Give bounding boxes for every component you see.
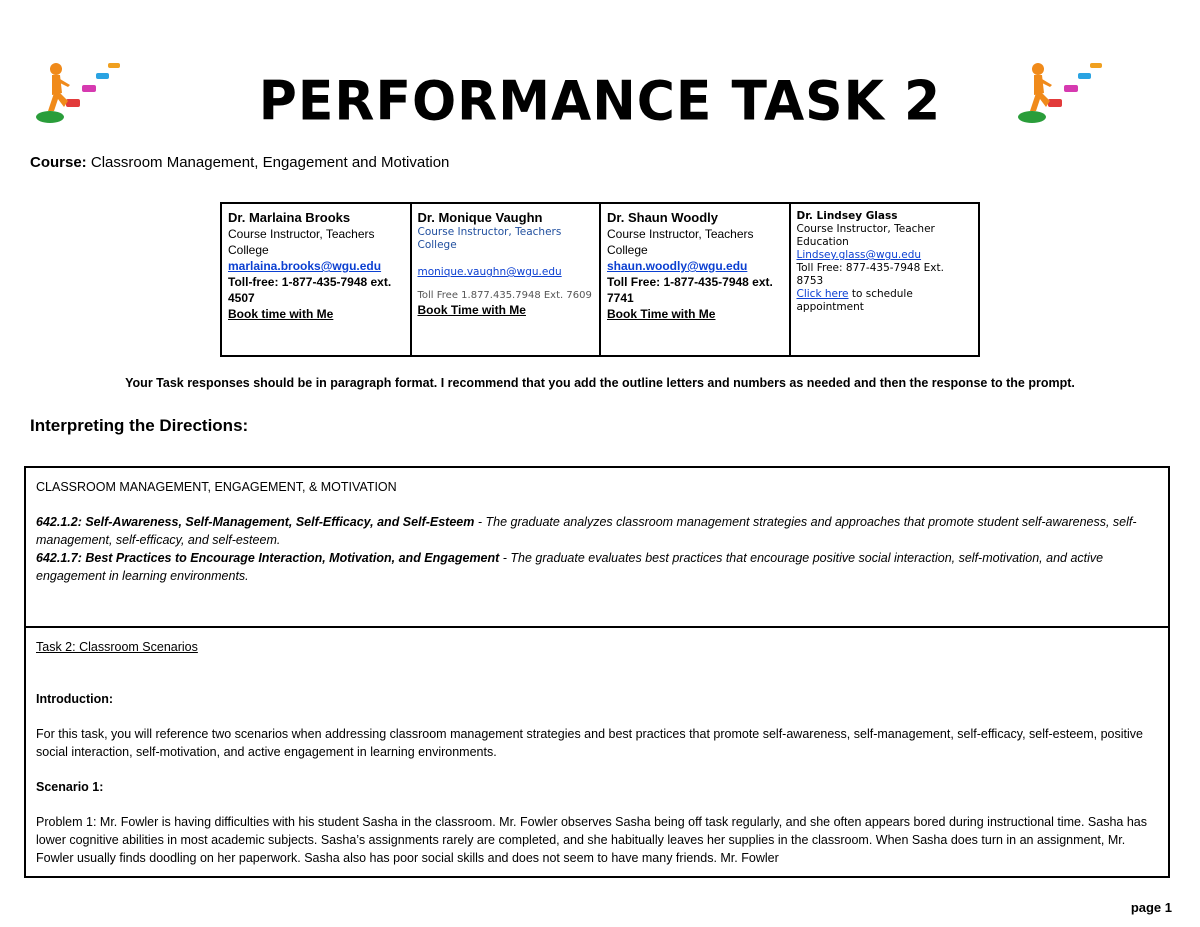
- click-here-link[interactable]: Click here: [796, 288, 849, 300]
- instructor-phone: Toll Free: 877-435-7948 Ext. 8753: [796, 262, 944, 287]
- competencies-heading: CLASSROOM MANAGEMENT, ENGAGEMENT, & MOTIVATION: [36, 480, 397, 494]
- schedule-text: to schedule appointment: [796, 288, 913, 313]
- intro-label: Introduction:: [36, 692, 114, 706]
- instructor-cell: [600, 203, 790, 356]
- instructor-role: Course Instructor, Teachers College: [417, 226, 562, 251]
- instructor-name: Dr. Marlaina Brooks: [228, 210, 351, 225]
- instructor-email-link[interactable]: monique.vaughn@wgu.edu: [417, 266, 562, 278]
- competency-code: 642.1.2: Self-Awareness, Self-Management, Self-Efficacy, and Self-Esteem: [36, 515, 475, 529]
- competencies-box: [24, 466, 1170, 628]
- instructor-cell: [221, 203, 411, 356]
- competency-text: - The graduate evaluates best practices that encourage positive social interaction, self-motivation, and active engagement in learning environments.: [36, 551, 1104, 583]
- schedule-line: [797, 288, 973, 314]
- instructor-email-link[interactable]: shaun.woodly@wgu.edu: [607, 259, 748, 273]
- book-time-link[interactable]: Book Time with Me: [607, 307, 716, 321]
- problem-text: Problem 1: Mr. Fowler is having difficulties with his student Sasha in the classroom. Mr. Fowler observes Sasha being off task regularly, and she often appears bored during instructional time. Sasha has lower cognitive abilities in most academic subjects. Sasha’s assignments rarely are completed, and she habitually leaves her supplies in the classroom. When Sasha does turn in an assignment, Mr. Fowler usually finds doodling on her paperwork. Sasha also has poor social skills and does not seem to have many friends. Mr. Fowler: [36, 815, 1147, 865]
- page-number: page 1: [1130, 900, 1172, 915]
- course-line: [30, 154, 449, 171]
- instructor-cell: [411, 203, 601, 356]
- intro-text: For this task, you will reference two scenarios when addressing classroom management strategies and best practices that promote self-awareness, self-management, self-efficacy, self-esteem, positive social interaction, self-motivation, and active engagement in learning environments.: [36, 727, 1143, 759]
- course-name: Classroom Management, Engagement and Motivation: [90, 154, 450, 171]
- competency-item: [36, 549, 1158, 585]
- competency-code: 642.1.7: Best Practices to Encourage Interaction, Motivation, and Engagement: [36, 551, 500, 565]
- instructor-role: Course Instructor, Teachers College: [607, 227, 754, 257]
- instructor-role: Course Instructor, Teacher Education: [796, 223, 935, 248]
- page-title: PERFORMANCE TASK 2: [258, 70, 942, 133]
- section-heading: Interpreting the Directions:: [30, 416, 249, 435]
- instructor-role: Course Instructor, Teachers College: [228, 227, 375, 257]
- format-note: Your Task responses should be in paragraph format. I recommend that you add the outline letters and numbers as needed and then the response to the prompt.: [125, 376, 1075, 390]
- competency-text: - The graduate analyzes classroom management strategies and approaches that promote student self-awareness, self-management, self-efficacy, and self-esteem.: [36, 515, 1137, 547]
- instructor-email-link[interactable]: marlaina.brooks@wgu.edu: [228, 259, 382, 273]
- instructor-cell: [790, 203, 980, 356]
- instructor-phone: Toll Free 1.877.435.7948 Ext. 7609: [417, 290, 592, 301]
- book-time-link[interactable]: Book time with Me: [228, 307, 334, 321]
- instructor-name: Dr. Lindsey Glass: [796, 210, 898, 222]
- instructor-name: Dr. Monique Vaughn: [417, 210, 543, 225]
- competency-item: [36, 513, 1158, 549]
- instructor-email-link[interactable]: Lindsey.glass@wgu.edu: [796, 249, 922, 261]
- book-time-link[interactable]: Book Time with Me: [417, 303, 526, 317]
- instructor-table: [220, 202, 980, 357]
- instructor-phone: Toll Free: 1-877-435-7948 ext. 7741: [607, 275, 773, 305]
- scenario-label: Scenario 1:: [36, 780, 104, 794]
- course-label: Course:: [30, 154, 87, 171]
- task-title: Task 2: Classroom Scenarios: [36, 640, 198, 654]
- instructor-name: Dr. Shaun Woodly: [607, 210, 718, 225]
- task-box: [24, 626, 1170, 878]
- instructor-phone: Toll-free: 1-877-435-7948 ext. 4507: [228, 275, 392, 305]
